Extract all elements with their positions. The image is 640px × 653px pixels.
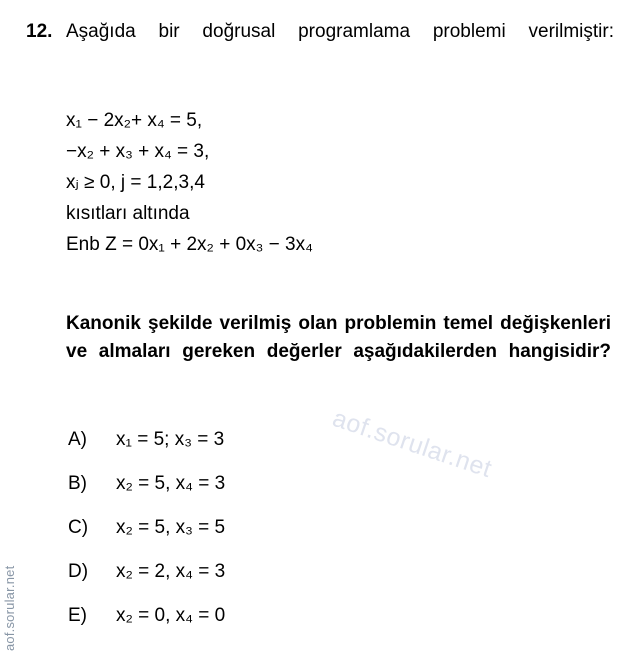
math-block bbox=[66, 105, 313, 260]
option-b[interactable] bbox=[68, 468, 488, 512]
option-letter: A) bbox=[68, 429, 87, 450]
option-text: x₂ = 5, x₃ = 5 bbox=[116, 517, 226, 538]
option-letter: B) bbox=[68, 473, 87, 494]
question-prompt: Kanonik şekilde verilmiş olan problemin temel değişkenleri ve almaları gereken değerler aşağıdakilerden hangisidir? bbox=[66, 313, 611, 362]
option-d[interactable] bbox=[68, 556, 488, 600]
question-number: 12. bbox=[26, 21, 53, 42]
equation-line: x₁ − 2x₂+ x₄ = 5, bbox=[66, 110, 203, 131]
option-a[interactable] bbox=[68, 424, 488, 468]
equation-line: −x₂ + x₃ + x₄ = 3, bbox=[66, 141, 210, 162]
vertical-watermark: aof.sorular.net bbox=[2, 565, 17, 651]
constraint-label: kısıtları altında bbox=[66, 203, 190, 224]
answer-options bbox=[68, 424, 488, 644]
equation-line: xⱼ ≥ 0, j = 1,2,3,4 bbox=[66, 172, 205, 193]
option-text: x₂ = 0, x₄ = 0 bbox=[116, 605, 226, 626]
question-stem-text: Aşağıda bir doğrusal programlama problemi verilmiştir: bbox=[66, 21, 614, 42]
option-text: x₂ = 5, x₄ = 3 bbox=[116, 473, 226, 494]
option-letter: E) bbox=[68, 605, 87, 626]
option-e[interactable] bbox=[68, 600, 488, 644]
option-letter: C) bbox=[68, 517, 89, 538]
option-text: x₁ = 5; x₃ = 3 bbox=[116, 429, 225, 450]
diagonal-watermark: aof.sorular.net bbox=[329, 404, 496, 484]
option-letter: D) bbox=[68, 561, 89, 582]
objective-function: Enb Z = 0x₁ + 2x₂ + 0x₃ − 3x₄ bbox=[66, 234, 313, 255]
question-stem bbox=[26, 18, 614, 74]
option-text: x₂ = 2, x₄ = 3 bbox=[116, 561, 226, 582]
option-c[interactable] bbox=[68, 512, 488, 556]
